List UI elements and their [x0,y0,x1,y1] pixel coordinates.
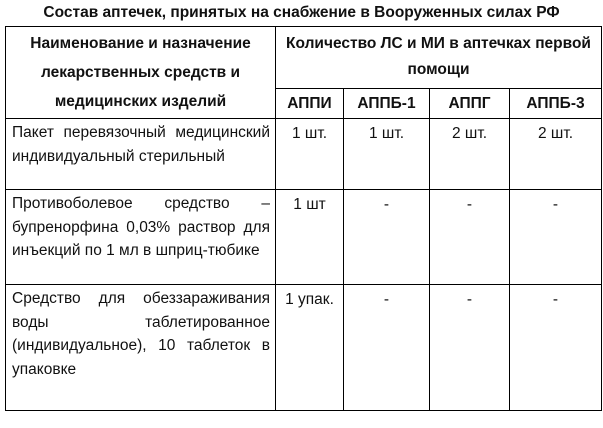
row-value-cell: 2 шт. [430,119,510,190]
first-aid-kits-table [5,26,602,411]
header-kit-appi: АППИ [276,88,344,118]
row-value-cell: - [510,190,602,285]
header-kit-appb3: АППБ-3 [510,88,602,118]
row-value-cell: 2 шт. [510,119,602,190]
row-value-cell: 1 упак. [276,285,344,411]
row-value-cell: - [430,285,510,411]
row-value-cell: 1 шт. [344,119,430,190]
row-name-cell: Противоболевое средство – бупренорфина 0,03% раствор для инъекций по 1 мл в шприц-тюбике [6,190,276,285]
table-row [6,285,602,411]
row-value-cell: 1 шт [276,190,344,285]
row-value-cell: - [510,285,602,411]
row-value-cell: - [430,190,510,285]
header-row [6,27,602,89]
row-value-cell: 1 шт. [276,119,344,190]
row-value-cell: - [344,285,430,411]
row-name-cell: Средство для обеззараживания воды таблетированное (индивидуальное), 10 таблеток в упаковке [6,285,276,411]
header-name-column: Наименование и назначение лекарственных средств и медицинских изделий [6,27,276,119]
row-value-cell: - [344,190,430,285]
header-kit-appg: АППГ [430,88,510,118]
table-title: Состав аптечек, принятых на снабжение в Вооруженных силах РФ [43,4,560,21]
row-name-cell: Пакет перевязочный медицинский индивидуальный стерильный [6,119,276,190]
header-quantity-group: Количество ЛС и МИ в аптечках первой помощи [276,27,602,89]
table-row [6,190,602,285]
table-row [6,119,602,190]
header-kit-appb1: АППБ-1 [344,88,430,118]
